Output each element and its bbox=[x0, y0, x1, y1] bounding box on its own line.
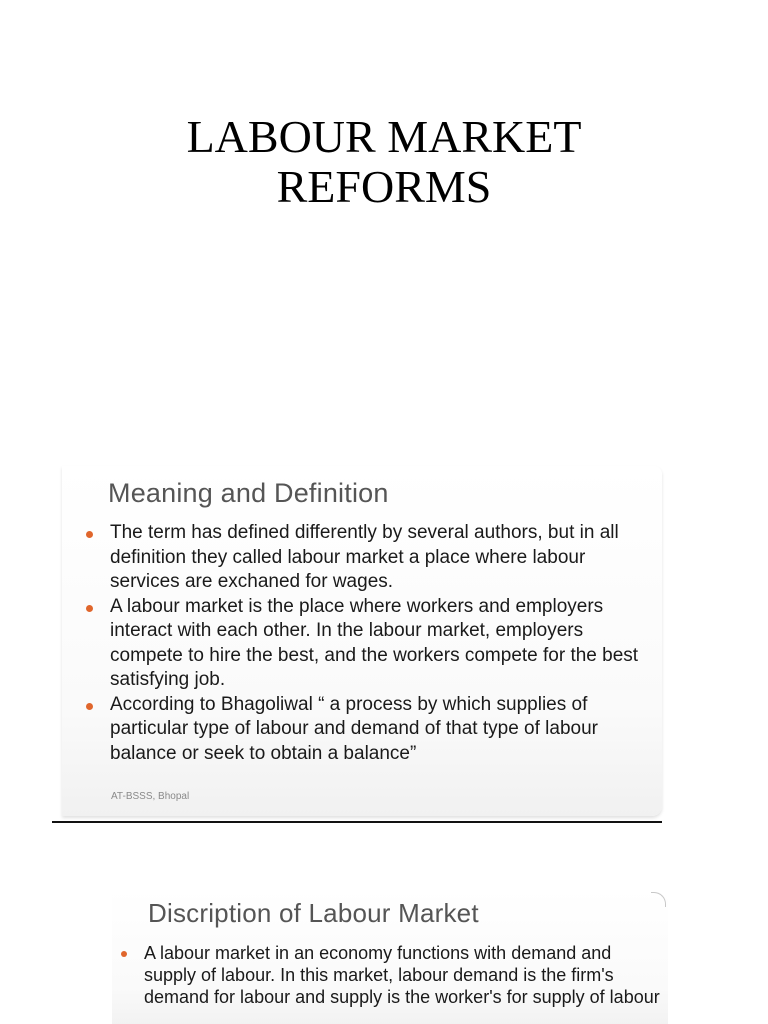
bullet-text: A labour market in an economy functions with demand and supply of labour. In this market, labour demand is the firm's demand for labour and supply is the worker's for supply of labour bbox=[144, 943, 660, 1007]
slide-corner-decoration bbox=[651, 892, 666, 907]
bullet-dot-icon bbox=[86, 531, 93, 538]
bullet-item bbox=[134, 942, 664, 1008]
bullet-list bbox=[100, 521, 660, 766]
document-title bbox=[0, 112, 768, 212]
bullet-text: The term has defined differently by several authors, but in all definition they called labour market a place where labour services are exchaned for wages. bbox=[110, 522, 619, 592]
title-line-2: REFORMS bbox=[276, 161, 492, 212]
bullet-item bbox=[100, 595, 660, 693]
slide-description-of-labour-market bbox=[112, 890, 668, 1024]
bullet-list bbox=[134, 942, 664, 1008]
slide-heading: Meaning and Definition bbox=[108, 478, 389, 508]
bullet-dot-icon bbox=[121, 951, 127, 957]
bullet-dot-icon bbox=[86, 703, 93, 710]
slide-heading: Discription of Labour Market bbox=[148, 898, 479, 928]
page-divider bbox=[52, 821, 662, 823]
slide-meaning-and-definition bbox=[62, 466, 662, 816]
bullet-dot-icon bbox=[86, 605, 93, 612]
bullet-text: A labour market is the place where workers and employers interact with each other. In the labour market, employers compete to hire the best, and the workers compete for the best satisfying job. bbox=[110, 595, 639, 690]
bullet-item bbox=[100, 693, 660, 767]
slide-footer: AT-BSSS, Bhopal bbox=[111, 791, 190, 802]
title-line-1: LABOUR MARKET bbox=[186, 111, 582, 162]
bullet-item bbox=[100, 521, 660, 595]
bullet-text: According to Bhagoliwal “ a process by which supplies of particular type of labour and demand of that type of labour balance or seek to obtain a balance” bbox=[110, 693, 598, 764]
